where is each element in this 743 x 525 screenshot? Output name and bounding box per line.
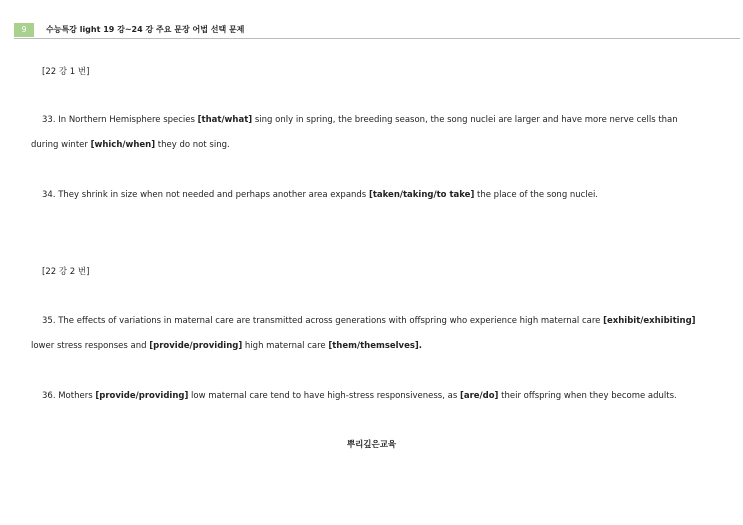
header-title: 수능특강 light 19 강~24 강 주요 문장 어법 선택 문제: [46, 25, 245, 34]
sentence-33-line-1: [42, 115, 678, 125]
sentence-text: the place of the song nuclei.: [474, 190, 599, 200]
grammar-choice: [are/do]: [459, 391, 499, 401]
grammar-choice: [which/when]: [90, 140, 156, 150]
page-header: [0, 0, 743, 40]
footer-brand: 뿌리깊은교육: [346, 440, 397, 450]
grammar-choice: [exhibit/exhibiting]: [603, 316, 696, 326]
grammar-choice: [provide/providing]: [149, 341, 243, 351]
sentence-text: lower stress responses and: [31, 341, 150, 351]
section-label: [22 강 2 번]: [42, 267, 90, 277]
section-label: [22 강 1 번]: [42, 67, 90, 77]
grammar-choice: [them/themselves].: [328, 341, 423, 351]
sentence-35-line-1: [42, 316, 696, 326]
sentence-text: they do not sing.: [155, 140, 230, 150]
grammar-choice: [that/what]: [197, 115, 253, 125]
sentence-text: high maternal care: [242, 341, 329, 351]
sentence-text: 35. The effects of variations in maternal care are transmitted across generations with offspring who experience high maternal care: [42, 316, 604, 326]
grammar-choice: [provide/providing]: [95, 391, 189, 401]
sentence-text: their offspring when they become adults.: [498, 391, 677, 401]
page-number-badge: 9: [14, 23, 34, 37]
sentence-36: [42, 391, 677, 401]
grammar-choice: [taken/taking/to take]: [368, 190, 475, 200]
header-divider: [14, 38, 740, 39]
sentence-text: sing only in spring, the breeding season, the song nuclei are larger and have more nerve cells than: [252, 115, 678, 125]
sentence-text: 34. They shrink in size when not needed and perhaps another area expands: [42, 190, 369, 200]
sentence-34: [42, 190, 598, 200]
sentence-33-line-2: [31, 140, 230, 150]
sentence-text: low maternal care tend to have high-stress responsiveness, as: [188, 391, 460, 401]
sentence-35-line-2: [31, 341, 422, 351]
sentence-text: 33. In Northern Hemisphere species: [42, 115, 198, 125]
sentence-text: during winter: [31, 140, 91, 150]
sentence-text: 36. Mothers: [42, 391, 96, 401]
